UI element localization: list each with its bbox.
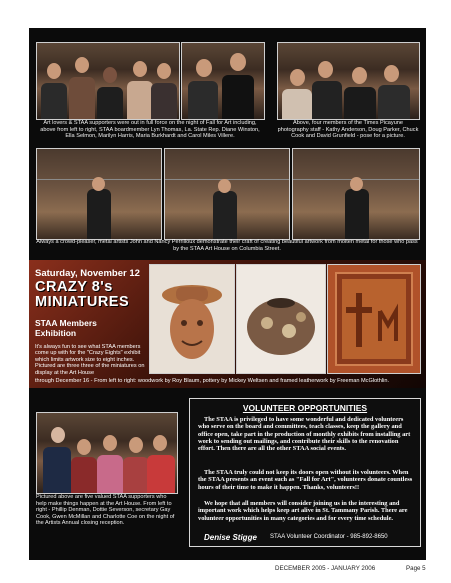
volunteer-signature: Denise Stigge [204, 533, 257, 542]
footer-page-number: Page 5 [406, 565, 426, 572]
caption-metal-artists: Always a crowd-pleaser, metal artists John and Nancy Perrilloux demonstrate their craft of creating beautiful artwork from molten metal for those who pass by the STAA Art House on Columbia Street. [36, 239, 418, 252]
photo-metal-artists-3 [292, 148, 420, 240]
volunteer-title: VOLUNTEER OPPORTUNITIES [242, 403, 368, 413]
photo-leatherwork [327, 264, 421, 374]
footer-issue-date: DECEMBER 2005 - JANUARY 2006 [275, 565, 376, 572]
newsletter-page [29, 28, 426, 560]
volunteer-paragraph-1: The STAA is privileged to have some wonderful and dedicated volunteers who serve on the board and committees, teach classes, keep the gallery and office open, take part in the production of monthly exhibits from installing art work to sending out mailings, and contribute their skills to the renovation effort. Then there are all the other STAA social events. [198, 416, 411, 453]
photo-pottery [236, 264, 326, 374]
photo-metal-artists-2 [164, 148, 290, 240]
caption-staa-supporters: Pictured above are five valued STAA supporters who help make things happen at the Art House. From left to right - Phillip Denman, Dottie Severson, secretary Gay Cook, Gwen McMillan and Charlotte Coe on the night of the Artists Annual closing reception. [36, 494, 175, 527]
feature-subtitle-line1: STAA Members [35, 318, 97, 328]
volunteer-coordinator-contact: STAA Volunteer Coordinator - 985-892-8650 [270, 534, 388, 540]
feature-title-line2: MINIATURES [35, 294, 130, 310]
crazy-eights-feature [29, 260, 426, 388]
feature-caption: through December 16 - From left to right: woodwork by Roy Blaum, pottery by Mickey Weltsen and framed leatherwork by Freeman McGlothlin. [35, 378, 389, 384]
feature-subtitle [35, 318, 97, 338]
photo-staa-supporters [36, 412, 178, 494]
feature-title-line1: CRAZY 8's [35, 279, 113, 295]
photo-art-lovers-group [36, 42, 180, 120]
volunteer-paragraph-3: We hope that all members will consider joining us in the interesting and important work which helps keep art alive in St. Tammany Parish. There are volunteer opportunities in many categories and for every time schedule. [198, 500, 408, 522]
feature-date: Saturday, November 12 [35, 268, 140, 279]
photo-woodwork [149, 264, 235, 374]
volunteer-paragraph-2: The STAA truly could not keep its doors open without its volunteers. When the STAA presents an event such as "Fall for Art", volunteers donate countless hours of their time to make it happen. Thanks, volunteers!! [198, 469, 413, 491]
caption-art-lovers: Art lovers & STAA supporters were out in full force on the night of Fall for Art including, above from left to right, STAA boardmember Lyn Thomas, La. State Rep. Diane Winston, Ella Selmon, Marilyn Harris, Maria Burkhardt and Carol Miles Villere. [40, 120, 260, 140]
photo-times-picayune-staff [277, 42, 420, 120]
photo-metal-artists-1 [36, 148, 162, 240]
volunteer-opportunities-box [189, 398, 421, 547]
feature-subtitle-line2: Exhibition [35, 328, 77, 338]
feature-body: It's always fun to see what STAA members come up with for the "Crazy Eights" exhibit which limits artwork size to eight inches. Pictured are three three of the miniatures on display at the Art House [35, 344, 145, 376]
caption-times-picayune: Above, four members of the Times Picayune photography staff - Kathy Anderson, Doug Parker, Chuck Cook and David Grunfield - pose for a picture. [277, 120, 419, 140]
photo-art-lovers-pair [181, 42, 265, 120]
feature-title [35, 280, 129, 310]
